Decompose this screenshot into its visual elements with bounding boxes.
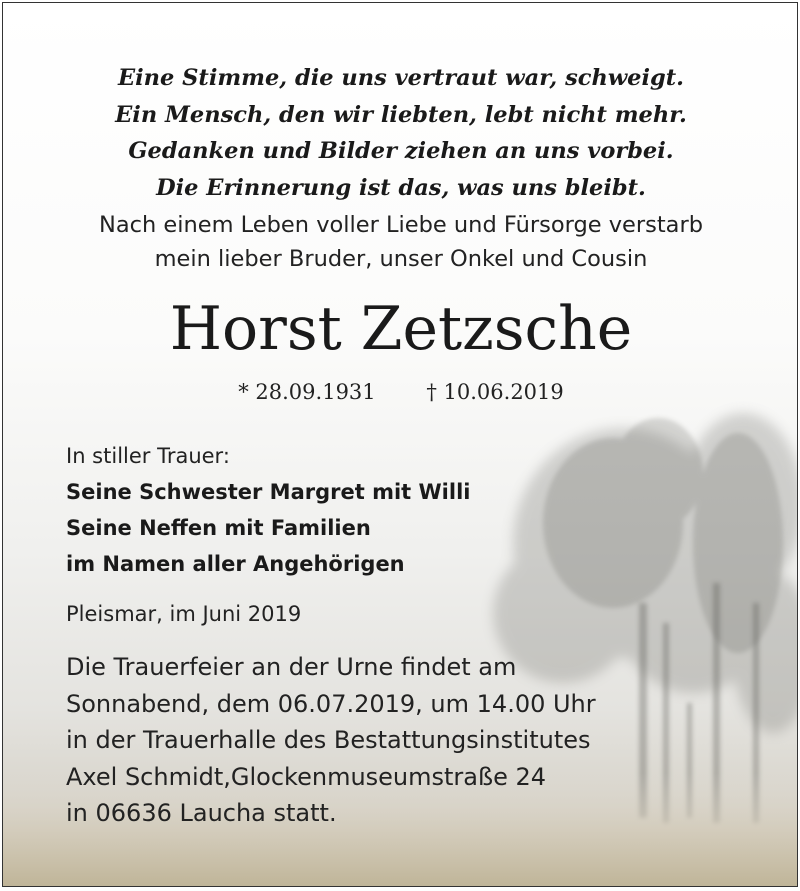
intro-line: Nach einem Leben voller Liebe und Fürsorge verstarb [99, 212, 703, 238]
poem-line: Eine Stimme, die uns vertraut war, schweigt. [117, 65, 685, 91]
obituary-card [2, 2, 798, 887]
death-announcement-intro [3, 208, 798, 276]
ceremony-line: in 06636 Laucha statt. [66, 799, 337, 827]
mourner-line: im Namen aller Angehörigen [66, 552, 405, 576]
life-dates [3, 377, 798, 407]
mourning-label: In stiller Trauer: [66, 444, 230, 468]
place-and-date: Pleismar, im Juni 2019 [66, 602, 302, 626]
poem-line: Die Erinnerung ist das, was uns bleibt. [156, 174, 646, 201]
ceremony-line: Axel Schmidt,Glockenmuseumstraße 24 [66, 762, 547, 791]
mourner-line: Seine Neffen mit Familien [66, 516, 371, 540]
poem-line: Gedanken und Bilder ziehen an uns vorbei. [128, 138, 674, 164]
poem-verse [3, 60, 798, 206]
ceremony-line: Sonnabend, dem 06.07.2019, um 14.00 Uhr [66, 689, 596, 718]
poem-line: Ein Mensch, den wir liebten, lebt nicht mehr. [115, 101, 687, 128]
mourner-line: Seine Schwester Margret mit Willi [66, 480, 471, 504]
intro-line: mein lieber Bruder, unser Onkel und Cousin [154, 246, 648, 272]
ceremony-line: Die Trauerfeier an der Urne findet am [66, 653, 517, 681]
death-date: † 10.06.2019 [426, 380, 564, 404]
birth-date: * 28.09.1931 [238, 380, 376, 404]
mourners-list [66, 474, 470, 582]
funeral-ceremony-info [66, 649, 596, 832]
deceased-name: Horst Zetzsche [169, 294, 633, 364]
ceremony-line: in der Trauerhalle des Bestattungsinstitutes [66, 726, 591, 754]
